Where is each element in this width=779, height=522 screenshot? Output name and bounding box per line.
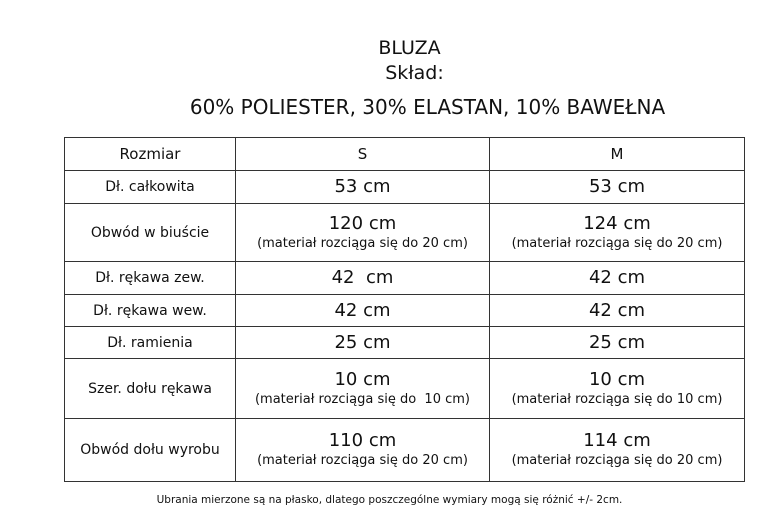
cell-m [490,171,745,204]
row-label: Obwód dołu wyrobu [65,419,236,482]
composition-text: 60% POLIESTER, 30% ELASTAN, 10% BAWEŁNA [189,95,666,119]
value-m: 42 cm [588,299,646,321]
table-row [65,204,745,262]
value-m: 10 cm [588,368,646,390]
value-m: 124 cm [583,212,651,234]
table-row [65,295,745,327]
row-label: Dł. całkowita [65,171,236,204]
measurement-disclaimer: Ubrania mierzone są na płasko, dlatego poszczególne wymiary mogą się różnić +/- 2cm. [156,494,623,506]
value-m: 53 cm [588,176,646,197]
header-size-s: S [236,138,490,171]
row-label: Dł. rękawa wew. [65,295,236,327]
value-m: 25 cm [588,331,646,353]
cell-m [490,262,745,295]
table-row [65,262,745,295]
cell-s [236,171,490,204]
note-s: (materiał rozciąga się do 20 cm) [257,453,468,468]
cell-s [236,419,490,482]
value-m: 42 cm [588,267,646,288]
note-m: (materiał rozciąga się do 20 cm) [511,453,723,468]
cell-m [490,295,745,327]
note-s: (materiał rozciąga się do 10 cm) [254,391,470,407]
table-row [65,327,745,359]
cell-s [236,262,490,295]
note-s: (materiał rozciąga się do 20 cm) [257,235,468,251]
cell-s [236,327,490,359]
table-row [65,419,745,482]
cell-s [236,359,490,419]
composition-heading: Skład: [385,62,444,84]
cell-s [236,204,490,262]
header-size-label: Rozmiar [65,138,236,171]
cell-m [490,204,745,262]
value-s: 42 cm [334,299,391,321]
row-label: Dł. ramienia [65,327,236,359]
table-header-row [65,138,745,171]
cell-m [490,327,745,359]
value-s: 120 cm [328,212,397,234]
header-size-m: M [490,138,745,171]
cell-m [490,359,745,419]
note-m: (materiał rozciąga się do 20 cm) [511,235,723,251]
size-table [64,137,745,482]
table-row [65,359,745,419]
cell-m [490,419,745,482]
value-s: 53 cm [334,176,391,197]
cell-s [236,295,490,327]
row-label: Obwód w biuście [65,204,236,262]
note-m: (materiał rozciąga się do 10 cm) [511,391,723,407]
value-m: 114 cm [583,430,651,451]
row-label: Dł. rękawa zew. [65,262,236,295]
product-title: BLUZA [378,37,441,59]
value-s: 10 cm [334,368,391,390]
row-label: Szer. dołu rękawa [65,359,236,419]
value-s: 25 cm [334,331,391,353]
value-s: 110 cm [328,430,397,451]
table-row [65,171,745,204]
value-s: 42 cm [331,267,394,288]
